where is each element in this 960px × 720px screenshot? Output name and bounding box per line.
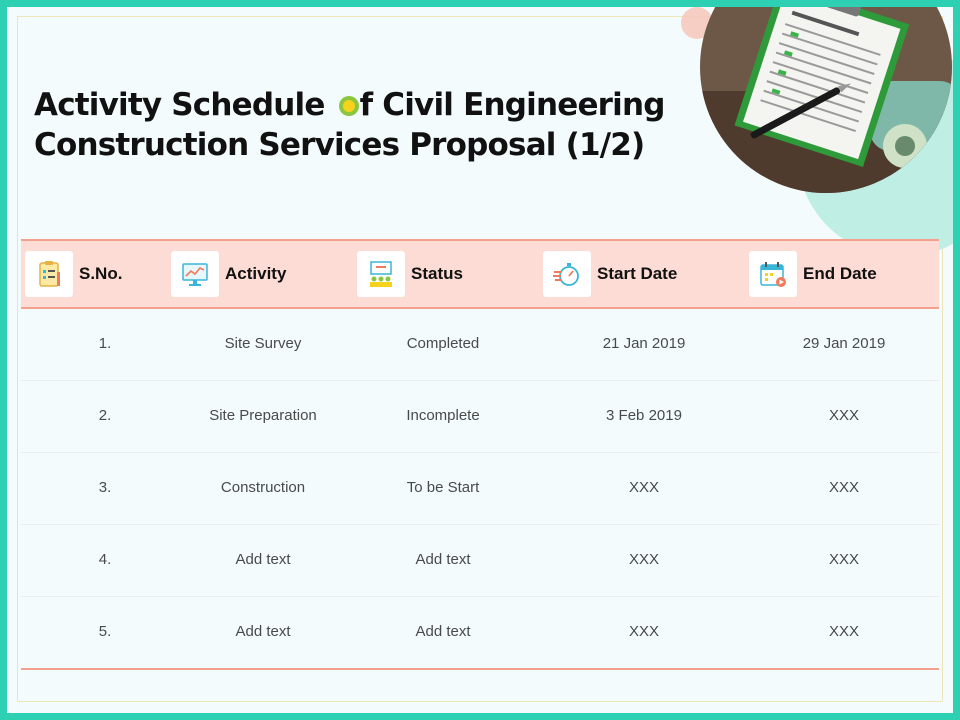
header-status (357, 241, 463, 307)
cell-end-date: XXX (828, 479, 860, 496)
cell-start-date: 3 Feb 2019 (606, 407, 682, 424)
calendar-icon (749, 251, 797, 297)
table-row (21, 381, 939, 453)
cell-sno: 5. (98, 623, 112, 640)
cell-start-date: XXX (628, 479, 660, 496)
cell-activity: Construction (220, 479, 306, 496)
presentation-icon (357, 251, 405, 297)
header-end-date (749, 241, 877, 307)
table-row (21, 309, 939, 381)
slide (7, 7, 953, 713)
cell-start-date: XXX (628, 623, 660, 640)
cell-activity: Add text (235, 623, 291, 640)
title-line-1-start: Activity Schedule (34, 87, 335, 123)
cell-status: Add text (415, 551, 471, 568)
table-body (21, 309, 939, 670)
cell-sno: 4. (98, 551, 112, 568)
cell-end-date: XXX (828, 623, 860, 640)
cell-activity: Site Preparation (209, 407, 317, 424)
activity-table (21, 239, 939, 670)
header-sno (25, 241, 122, 307)
header-activity (171, 241, 286, 307)
header-label: End Date (803, 264, 877, 283)
stopwatch-icon (543, 251, 591, 297)
table-row (21, 597, 939, 670)
cell-status: Incomplete (406, 407, 480, 424)
header-label: S.No. (79, 264, 123, 283)
table-header (21, 239, 939, 309)
header-start-date (543, 241, 677, 307)
cell-start-date: XXX (628, 551, 660, 568)
cell-status: Add text (415, 623, 471, 640)
cell-start-date: 21 Jan 2019 (602, 335, 686, 352)
header-label: Start Date (597, 264, 678, 283)
header-label: Status (411, 264, 463, 283)
cell-end-date: XXX (828, 551, 860, 568)
cell-sno: 1. (98, 335, 112, 352)
title-line-2: Construction Services Proposal (1/2) (34, 127, 645, 163)
cell-sno: 2. (98, 407, 112, 424)
chart-monitor-icon (171, 251, 219, 297)
cell-status: To be Start (406, 479, 480, 496)
title-line-1 (34, 85, 665, 125)
table-row (21, 525, 939, 597)
title-line-1-end: f Civil Engineering (359, 87, 665, 123)
cell-end-date: XXX (828, 407, 860, 424)
page-title (34, 85, 665, 165)
cell-sno: 3. (98, 479, 112, 496)
cell-activity: Add text (235, 551, 291, 568)
cell-activity: Site Survey (224, 335, 302, 352)
header-label: Activity (225, 264, 287, 283)
clipboard-icon (25, 251, 73, 297)
cell-end-date: 29 Jan 2019 (802, 335, 886, 352)
chart-badge-icon (339, 96, 359, 116)
cell-status: Completed (406, 335, 480, 352)
table-row (21, 453, 939, 525)
